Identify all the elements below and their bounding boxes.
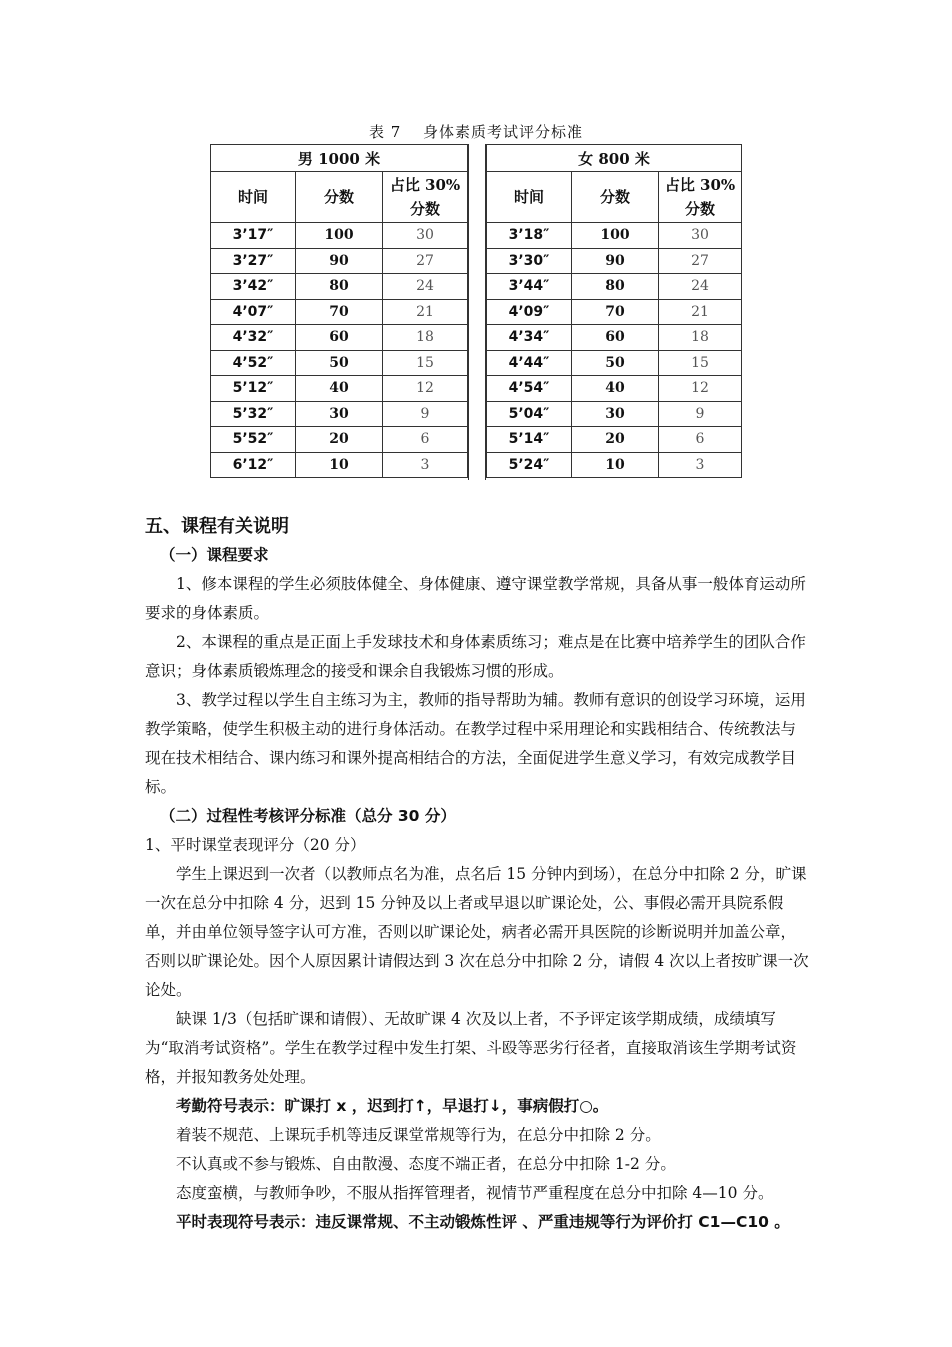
- pct-score-cell: 15: [383, 350, 468, 376]
- time-cell: 4’32″: [211, 325, 296, 351]
- female-col-score: 分数: [572, 172, 659, 223]
- paragraph-dress: 着装不规范、上课玩手机等违反课堂常规等行为，在总分中扣除 2 分。: [176, 1126, 661, 1144]
- male-table-title: 男 1000 米: [211, 145, 468, 172]
- item-classroom-performance: 1、平时课堂表现评分（20 分）: [145, 836, 366, 854]
- time-cell: 5’12″: [211, 376, 296, 402]
- score-cell: 100: [296, 223, 383, 249]
- pct-score-cell: 27: [383, 248, 468, 274]
- pct-score-cell: 9: [659, 401, 742, 427]
- pct-score-cell: 15: [659, 350, 742, 376]
- score-cell: 90: [296, 248, 383, 274]
- table-row: [487, 401, 742, 427]
- pct-score-cell: 30: [383, 223, 468, 249]
- score-cell: 100: [572, 223, 659, 249]
- score-cell: 60: [572, 325, 659, 351]
- table-row: [211, 274, 468, 300]
- time-cell: 3’30″: [487, 248, 572, 274]
- pct-score-cell: 30: [659, 223, 742, 249]
- female-col-time: 时间: [487, 172, 572, 223]
- pct-score-cell: 12: [383, 376, 468, 402]
- time-cell: 4’44″: [487, 350, 572, 376]
- time-cell: 4’34″: [487, 325, 572, 351]
- table-row: [487, 325, 742, 351]
- time-cell: 4’52″: [211, 350, 296, 376]
- pct-score-cell: 27: [659, 248, 742, 274]
- time-cell: 3’18″: [487, 223, 572, 249]
- pct-score-cell: 21: [659, 299, 742, 325]
- male-col-pct: 占比 30% 分数: [383, 172, 468, 223]
- pct-score-cell: 3: [383, 452, 468, 478]
- score-cell: 20: [572, 427, 659, 453]
- table-row: [487, 427, 742, 453]
- score-cell: 20: [296, 427, 383, 453]
- score-cell: 90: [572, 248, 659, 274]
- pct-score-cell: 3: [659, 452, 742, 478]
- time-cell: 5’04″: [487, 401, 572, 427]
- paragraph-1: 1、修本课程的学生必须肢体健全、身体健康、遵守课堂教学常规，具备从事一般体育运动所要求的身体素质。: [145, 575, 806, 622]
- time-cell: 5’32″: [211, 401, 296, 427]
- female-table-title: 女 800 米: [487, 145, 742, 172]
- table-row: [211, 376, 468, 402]
- time-cell: 4’09″: [487, 299, 572, 325]
- table-row: [211, 223, 468, 249]
- table-caption: 表 7 身体素质考试评分标准: [368, 123, 584, 141]
- score-cell: 80: [296, 274, 383, 300]
- table-row: [211, 452, 468, 478]
- table-row: [487, 223, 742, 249]
- score-cell: 50: [296, 350, 383, 376]
- score-cell: 40: [572, 376, 659, 402]
- table-row: [487, 452, 742, 478]
- pct-score-cell: 12: [659, 376, 742, 402]
- score-cell: 80: [572, 274, 659, 300]
- table-row: [211, 401, 468, 427]
- time-cell: 5’14″: [487, 427, 572, 453]
- female-col-pct: 占比 30% 分数: [659, 172, 742, 223]
- score-cell: 60: [296, 325, 383, 351]
- paragraph-5: 缺课 1/3（包括旷课和请假）、无故旷课 4 次及以上者，不予评定该学期成绩，成绩填写为“取消考试资格”。学生在教学过程中发生打架、斗殴等恶劣行径者，直接取消该生学期考试资格，并报知教务处处理。: [145, 1010, 797, 1086]
- score-cell: 40: [296, 376, 383, 402]
- pct-score-cell: 18: [659, 325, 742, 351]
- time-cell: 3’42″: [211, 274, 296, 300]
- section-heading: 五、课程有关说明: [145, 516, 289, 537]
- paragraph-2: 2、本课程的重点是正面上手发球技术和身体素质练习；难点是在比赛中培养学生的团队合作意识；身体素质锻炼理念的接受和课余自我锻炼习惯的形成。: [145, 633, 806, 680]
- female-800m-table: [486, 144, 742, 478]
- time-cell: 4’54″: [487, 376, 572, 402]
- paragraph-3: 3、教学过程以学生自主练习为主，教师的指导帮助为辅。教师有意识的创设学习环境，运用教学策略，使学生积极主动的进行身体活动。在教学过程中采用理论和实践相结合、传统教法与现在技术相结合、课内练习和课外提高相结合的方法，全面促进学生意义学习，有效完成教学目标。: [145, 691, 806, 796]
- attendance-symbols: 考勤符号表示：旷课打 x ，迟到打↑，早退打↓，事病假打○。: [176, 1097, 609, 1115]
- time-cell: 3’44″: [487, 274, 572, 300]
- pct-score-cell: 24: [659, 274, 742, 300]
- score-cell: 70: [296, 299, 383, 325]
- score-cell: 70: [572, 299, 659, 325]
- male-col-score: 分数: [296, 172, 383, 223]
- pct-score-cell: 6: [383, 427, 468, 453]
- subheading-process-assessment: （二）过程性考核评分标准（总分 30 分）: [160, 807, 456, 825]
- score-cell: 50: [572, 350, 659, 376]
- pct-score-cell: 18: [383, 325, 468, 351]
- pct-score-cell: 21: [383, 299, 468, 325]
- time-cell: 4’07″: [211, 299, 296, 325]
- table-gap: [468, 144, 486, 480]
- pct-score-cell: 24: [383, 274, 468, 300]
- time-cell: 3’17″: [211, 223, 296, 249]
- time-cell: 6’12″: [211, 452, 296, 478]
- time-cell: 5’52″: [211, 427, 296, 453]
- time-cell: 5’24″: [487, 452, 572, 478]
- table-row: [487, 274, 742, 300]
- table-row: [211, 427, 468, 453]
- score-cell: 10: [296, 452, 383, 478]
- male-1000m-table: [210, 144, 468, 478]
- table-row: [211, 248, 468, 274]
- score-cell: 30: [296, 401, 383, 427]
- table-row: [487, 248, 742, 274]
- table-row: [487, 299, 742, 325]
- table-row: [211, 325, 468, 351]
- section-body: [145, 541, 809, 1237]
- performance-symbols: 平时表现符号表示：违反课常规、不主动锻炼性评 、严重违规等行为评价打 C1—C10 。: [176, 1213, 790, 1231]
- pct-score-cell: 9: [383, 401, 468, 427]
- male-col-time: 时间: [211, 172, 296, 223]
- table-row: [487, 376, 742, 402]
- score-cell: 30: [572, 401, 659, 427]
- paragraph-attitude: 不认真或不参与锻炼、自由散漫、态度不端正者，在总分中扣除 1-2 分。: [176, 1155, 676, 1173]
- table-row: [211, 299, 468, 325]
- paragraph-4: 学生上课迟到一次者（以教师点名为准，点名后 15 分钟内到场），在总分中扣除 2 分，旷课一次在总分中扣除 4 分，迟到 15 分钟及以上者或早退以旷课论处，公、事假必需开具院系假单，并由单位领导签字认可方准，否则以旷课论处，病者必需开具医院的诊断说明并加盖公章，否则以旷课论处。因个人原因累计请假达到 3 次在总分中扣除 2 分，请假 4 次以上者按旷课一次论处。: [145, 865, 809, 999]
- subheading-course-requirements: （一）课程要求: [160, 546, 269, 564]
- table-row: [211, 350, 468, 376]
- paragraph-conduct: 态度蛮横，与教师争吵，不服从指挥管理者，视情节严重程度在总分中扣除 4—10 分。: [176, 1184, 774, 1202]
- pct-score-cell: 6: [659, 427, 742, 453]
- table-row: [487, 350, 742, 376]
- time-cell: 3’27″: [211, 248, 296, 274]
- score-cell: 10: [572, 452, 659, 478]
